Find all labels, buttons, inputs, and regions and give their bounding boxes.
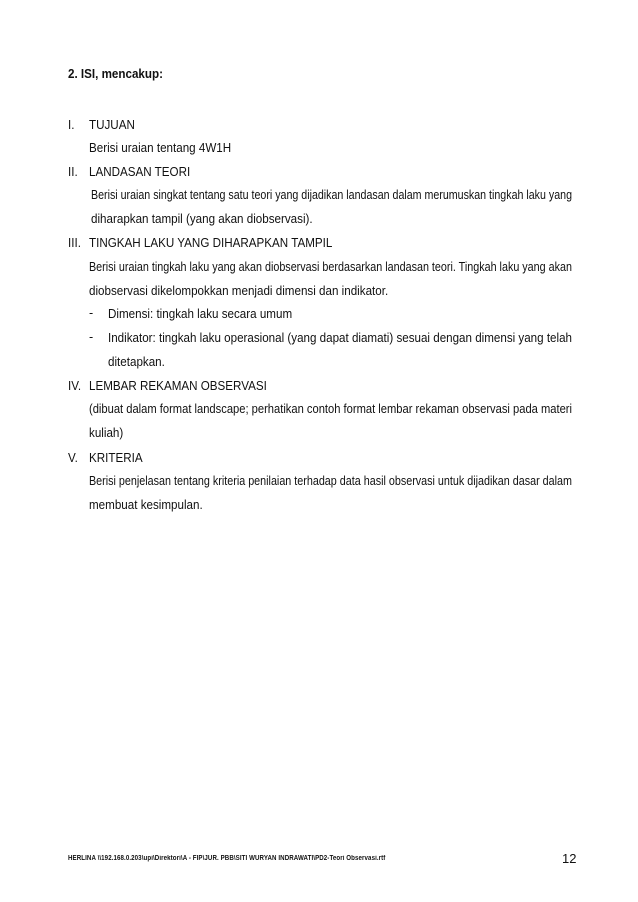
section-heading: 2. ISI, mencakup: [68, 67, 163, 81]
bullet-dimensi: Dimensi: tingkah laku secara umum [108, 307, 293, 321]
kriteria-line-1: Berisi penjelasan tentang kriteria penilaian terhadap data hasil observasi untuk dijadikan dasar dalam [89, 474, 572, 488]
footer-file-path: HERLINA \\192.168.0.203\upi\Direktori\A - FIP\JUR. PBB\SITI WURYAN INDRAWATI\PD2-Teori Observasi.rtf [68, 855, 386, 862]
bullet-dash: - [89, 306, 94, 320]
section-number-2: II. [68, 165, 78, 179]
lembar-rekaman-line-2: kuliah) [89, 426, 124, 440]
page-number: 12 [562, 851, 577, 866]
landasan-teori-line-1: Berisi uraian singkat tentang satu teori yang dijadikan landasan dalam merumuskan tingkah laku yang [91, 188, 572, 202]
section-title-tingkah-laku: TINGKAH LAKU YANG DIHARAPKAN TAMPIL [89, 236, 333, 250]
bullet-dash: - [89, 330, 94, 344]
section-title-lembar-rekaman: LEMBAR REKAMAN OBSERVASI [89, 379, 267, 393]
section-number-5: V. [68, 451, 78, 465]
section-title-kriteria: KRITERIA [89, 451, 143, 465]
section-number-4: IV. [68, 379, 82, 393]
kriteria-line-2: membuat kesimpulan. [89, 498, 203, 512]
section-number-3: III. [68, 236, 81, 250]
section-number-1: I. [68, 118, 75, 132]
section-title-landasan-teori: LANDASAN TEORI [89, 165, 191, 179]
lembar-rekaman-line-1: (dibuat dalam format landscape; perhatikan contoh format lembar rekaman observasi pada materi [89, 402, 572, 416]
bullet-indikator-line-1: Indikator: tingkah laku operasional (yang dapat diamati) sesuai dengan dimensi yang telah [108, 331, 572, 345]
section-title-tujuan: TUJUAN [89, 118, 135, 132]
tingkah-laku-line-2: diobservasi dikelompokkan menjadi dimensi dan indikator. [89, 284, 389, 298]
bullet-indikator-line-2: ditetapkan. [108, 355, 165, 369]
tujuan-text: Berisi uraian tentang 4W1H [89, 141, 232, 155]
landasan-teori-line-2: diharapkan tampil (yang akan diobservasi). [91, 212, 313, 226]
tingkah-laku-line-1: Berisi uraian tingkah laku yang akan diobservasi berdasarkan landasan teori. Tingkah laku yang akan [89, 260, 572, 274]
